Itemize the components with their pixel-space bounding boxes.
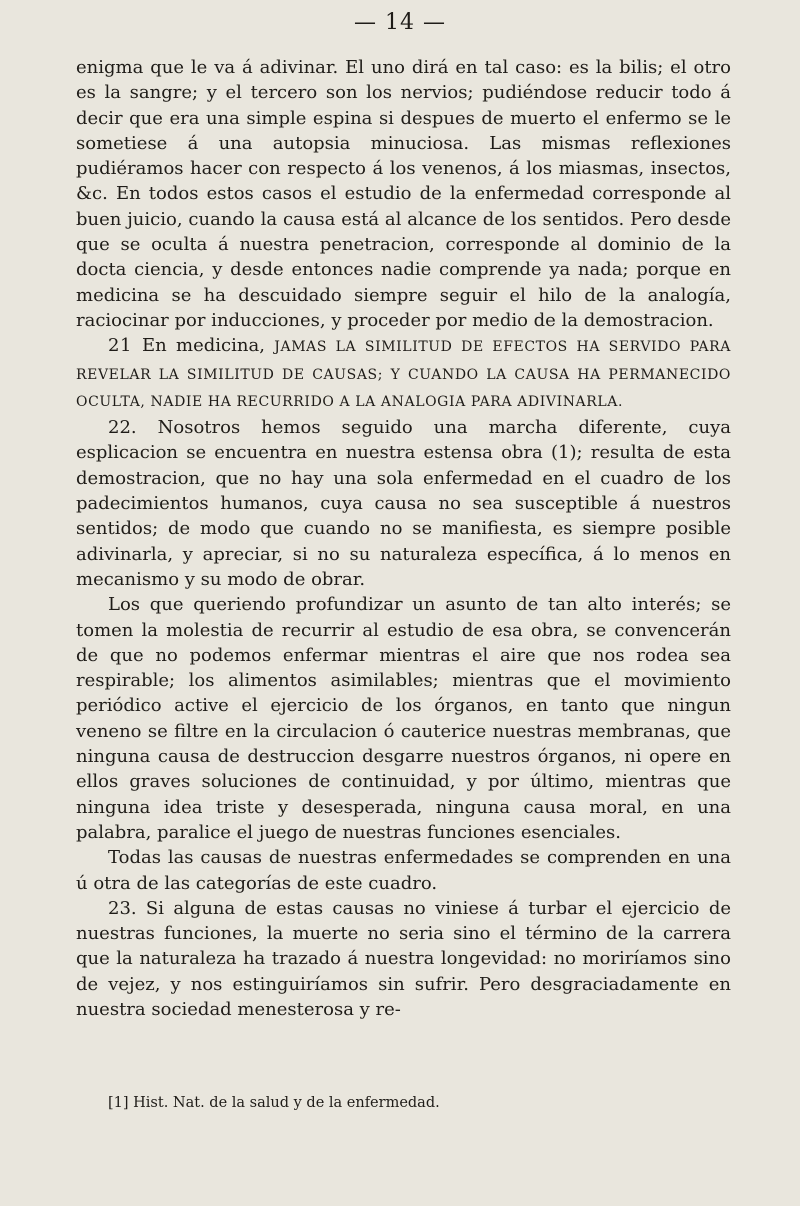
rule-21-number: 21 xyxy=(108,335,143,357)
paragraph-continuation: enigma que le va á adivinar. El uno dirá en tal caso: es la bilis; el otro es la sangre; y el tercero son los nervios; pudiéndose reducir todo á decir que era una simple espina si despues de muerto el enfermo se le sometiese á una autopsia minuciosa. Las mismas reflexiones pudiéramos hacer con respecto á los venenos, á los miasmas, insectos, &c. En todos estos casos el estudio de la enfermedad corresponde al buen juicio, cuando la causa está al alcance de los sentidos. Pero desde que se oculta á nuestra penetracion, corresponde al dominio de la docta ciencia, y desde entonces nadie comprende ya nada; porque en medicina se ha descuidado siempre seguir el hilo de la analogía, raciocinar por inducciones, y proceder por medio de la demostracion. xyxy=(76,57,731,331)
rule-21-lead: En medicina, xyxy=(142,335,275,357)
rule-21-caps: JAMAS LA SIMILITUD DE EFECTOS HA SERVIDO PARA REVELAR LA SIMILITUD DE CAUSAS; Y CUANDO LA CAUSA HA PERMANECIDO OCULTA, NADIE HA RECURRIDO A LA ANALOGIA PARA ADIVINARLA. xyxy=(76,339,731,410)
paragraph-todas: Todas las causas de nuestras enfermedades se comprenden en una ú otra de las categorías de este cuadro. xyxy=(76,847,731,894)
rule-21 xyxy=(76,333,731,415)
paragraph-23: 23. Si alguna de estas causas no viniese á turbar el ejercicio de nuestras funciones, la muerte no seria sino el término de la carrera que la naturaleza ha trazado á nuestra longevidad: no moriríamos sino de vejez, y nos estinguiríamos sin sufrir. Pero desgraciadamente en nuestra sociedad menesterosa y re- xyxy=(76,897,731,1020)
paragraph-22: 22. Nosotros hemos seguido una marcha diferente, cuya esplicacion se encuentra en nuestra estensa obra (1); resulta de esta demostracion, que no hay una sola enfermedad en el cuadro de los padecimientos humanos, cuya causa no sea susceptible á nuestros sentidos; de modo que cuando no se manifiesta, es siempre posible adivinarla, y apreciar, si no su naturaleza específica, á lo menos en mecanismo y su modo de obrar. xyxy=(76,417,731,590)
body-text xyxy=(76,55,731,1022)
footnote: [1] Hist. Nat. de la salud y de la enfermedad. xyxy=(108,1095,440,1111)
paragraph-los-que: Los que queriendo profundizar un asunto de tan alto interés; se tomen la molestia de recurrir al estudio de esa obra, se convencerán de que no podemos enfermar mientras el aire que nos rodea sea respirable; los alimentos asimilables; mientras que el movimiento periódico active el ejercicio de los órganos, en tanto que ningun veneno se filtre en la circulacion ó cauterice nuestras membranas, que ninguna causa de destruccion desgarre nuestros órganos, ni opere en ellos graves soluciones de continuidad, y por último, mientras que ninguna idea triste y desesperada, ninguna causa moral, en una palabra, paralice el juego de nuestras funciones esenciales. xyxy=(76,594,731,843)
page-number: — 14 — xyxy=(354,10,446,35)
rule-21-text xyxy=(76,335,731,410)
